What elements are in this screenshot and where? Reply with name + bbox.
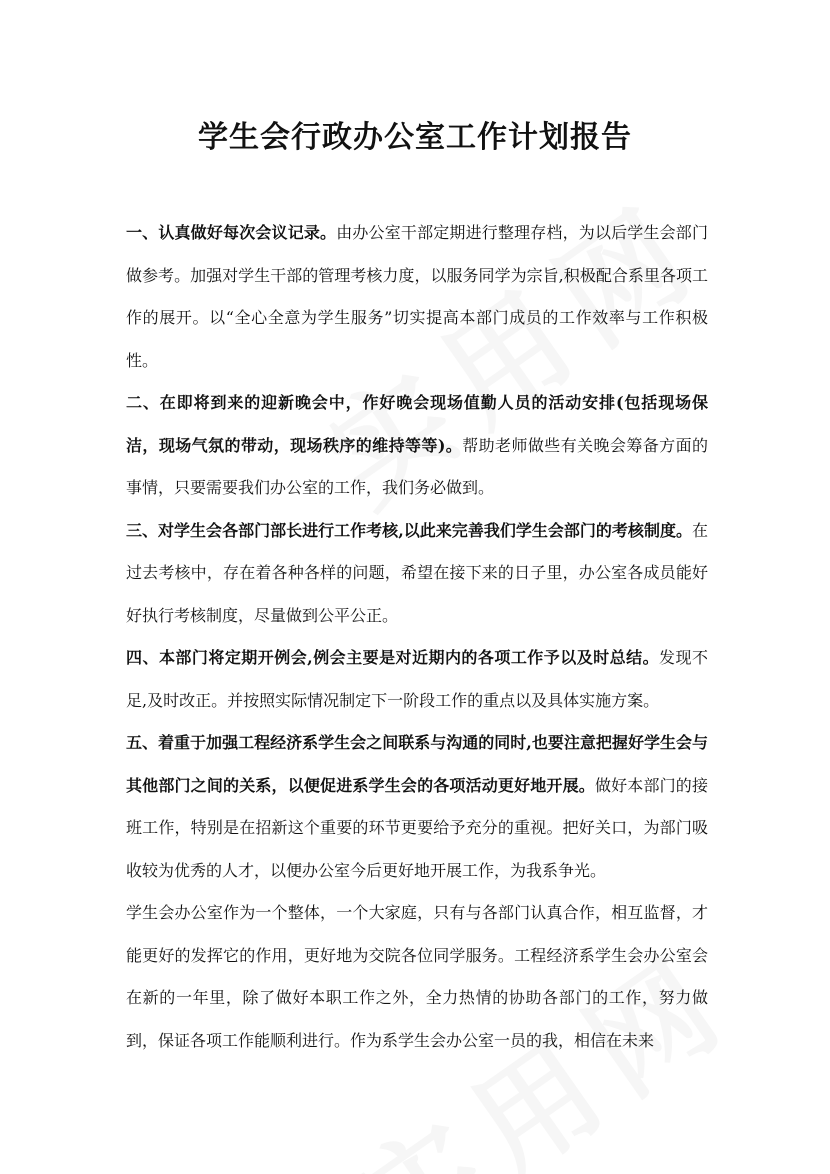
- document-body: [126, 212, 708, 1062]
- document-title: 学生会行政办公室工作计划报告: [198, 120, 632, 155]
- paragraph-6-text: 学生会办公室作为一个整体，一个大家庭，只有与各部门认真合作，相互监督，才能更好的发挥它的作用，更好地为交院各位同学服务。工程经济系学生会办公室会在新的一年里，除了做好本职工作之外，全力热情的协助各部门的工作，努力做到，保证各项工作能顺利进行。作为系学生会办公室一员的我，相信在未来: [126, 903, 708, 1050]
- paragraph-2-lead: 二、在即将到来的迎新晚会中，作好晚会现场值勤人员的活动安排(包括现场保洁，现场气氛的带动，现场秩序的维持等等)。: [126, 393, 708, 455]
- paragraph-5-text: 做好本部门的接班工作，特别是在招新这个重要的环节更要给予充分的重视。把好关口，为部门吸收较为优秀的人才，以便办公室今后更好地开展工作，为我系争光。: [126, 775, 708, 880]
- paragraph-4-text: 发现不足,及时改正。并按照实际情况制定下一阶段工作的重点以及具体实施方案。: [126, 648, 708, 710]
- paragraph-1-lead: 一、认真做好每次会议记录。: [126, 223, 337, 242]
- paragraph-1: [126, 212, 708, 382]
- paragraph-6: [126, 892, 708, 1062]
- paragraph-5-lead: 五、着重于加强工程经济系学生会之间联系与沟通的同时,也要注意把握好学生会与其他部门之间的关系，以便促进系学生会的各项活动更好地开展。: [126, 733, 708, 795]
- paragraph-2-text: 帮助老师做些有关晚会筹备方面的事情，只要需要我们办公室的工作，我们务必做到。: [126, 435, 708, 497]
- paragraph-4-lead: 四、本部门将定期开例会,例会主要是对近期内的各项工作予以及时总结。: [126, 648, 660, 667]
- paragraph-1-text: 由办公室干部定期进行整理存档，为以后学生会部门做参考。加强对学生干部的管理考核力度，以服务同学为宗旨,积极配合系里各项工作的展开。以“全心全意为学生服务”切实提高本部门成员的工作效率与工作积极性。: [126, 223, 708, 370]
- paragraph-2: [126, 382, 708, 510]
- paragraph-4: [126, 637, 708, 722]
- paragraph-3: [126, 510, 708, 638]
- paragraph-3-lead: 三、对学生会各部门部长进行工作考核,以此来完善我们学生会部门的考核制度。: [126, 520, 692, 540]
- paragraph-5: [126, 722, 708, 892]
- paragraph-3-text: 在过去考核中，存在着各种各样的问题，希望在接下来的日子里，办公室各成员能好好执行考核制度，尽量做到公平公正。: [126, 520, 708, 625]
